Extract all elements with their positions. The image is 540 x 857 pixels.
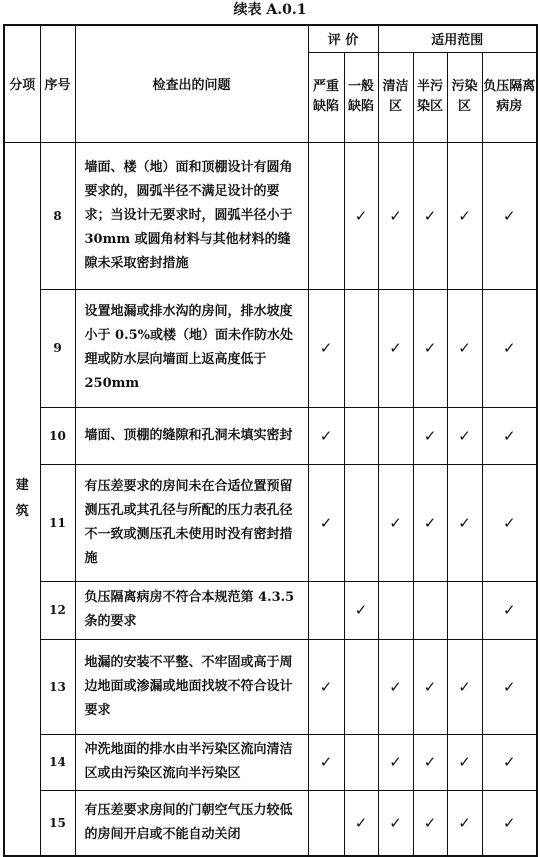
row-seq: 14: [40, 734, 75, 790]
header-general: 一般缺陷: [344, 52, 378, 142]
check-mark-icon: ✓: [344, 142, 378, 289]
header-category: 分项: [4, 25, 40, 142]
row-problem: 有压差要求房间的门朝空气压力较低的房间开启或不能自动关闭: [75, 790, 308, 856]
check-mark-icon: ✓: [447, 407, 482, 464]
check-mark-icon: ✓: [308, 639, 344, 734]
category-char: 建: [15, 477, 29, 493]
empty-cell: [344, 734, 378, 790]
row-problem: 墙面、楼（地）面和顶棚设计有圆角要求的，圆弧半径不满足设计的要求；当设计无要求时，圆弧半径小于 30mm 或圆角材料与其他材料的缝隙未采取密封措施: [75, 142, 308, 289]
header-clean: 清洁区: [378, 52, 413, 142]
row-seq: 13: [40, 639, 75, 734]
check-mark-icon: ✓: [482, 639, 537, 734]
check-mark-icon: ✓: [308, 289, 344, 407]
check-mark-icon: ✓: [308, 407, 344, 464]
header-negative: 负压隔离病房: [482, 52, 537, 142]
check-mark-icon: ✓: [447, 790, 482, 856]
table-row: [4, 639, 537, 734]
check-mark-icon: ✓: [413, 289, 447, 407]
row-problem: 有压差要求的房间未在合适位置预留测压孔或其孔径与所配的压力表孔径不一致或测压孔未使用时没有密封措施: [75, 464, 308, 581]
check-mark-icon: ✓: [447, 289, 482, 407]
header-seq: 序号: [40, 25, 75, 142]
row-seq: 9: [40, 289, 75, 407]
empty-cell: [344, 464, 378, 581]
table-row: [4, 289, 537, 407]
row-problem: 设置地漏或排水沟的房间，排水坡度小于 0.5%或楼（地）面未作防水处理或防水层向墙面上返高度低于 250mm: [75, 289, 308, 407]
check-mark-icon: ✓: [378, 639, 413, 734]
empty-cell: [447, 581, 482, 639]
empty-cell: [344, 407, 378, 464]
empty-cell: [344, 289, 378, 407]
check-mark-icon: ✓: [378, 790, 413, 856]
empty-cell: [413, 581, 447, 639]
header-scope: 适用范围: [378, 25, 537, 52]
empty-cell: [308, 790, 344, 856]
table-row: [4, 142, 537, 289]
check-mark-icon: ✓: [344, 790, 378, 856]
row-seq: 10: [40, 407, 75, 464]
check-mark-icon: ✓: [482, 407, 537, 464]
header-problem: 检查出的问题: [75, 25, 308, 142]
check-mark-icon: ✓: [482, 464, 537, 581]
defect-checklist-table: [3, 24, 538, 857]
table-row: [4, 734, 537, 790]
check-mark-icon: ✓: [378, 734, 413, 790]
check-mark-icon: ✓: [413, 639, 447, 734]
check-mark-icon: ✓: [482, 581, 537, 639]
check-mark-icon: ✓: [378, 464, 413, 581]
row-seq: 15: [40, 790, 75, 856]
check-mark-icon: ✓: [413, 407, 447, 464]
empty-cell: [378, 581, 413, 639]
row-problem: 负压隔离病房不符合本规范第 4.3.5 条的要求: [75, 581, 308, 639]
check-mark-icon: ✓: [413, 734, 447, 790]
category-cell: [4, 142, 40, 856]
empty-cell: [308, 142, 344, 289]
row-seq: 12: [40, 581, 75, 639]
check-mark-icon: ✓: [482, 790, 537, 856]
row-problem: 墙面、顶棚的缝隙和孔洞未填实密封: [75, 407, 308, 464]
check-mark-icon: ✓: [378, 289, 413, 407]
table-row: [4, 407, 537, 464]
table-body: [4, 142, 537, 856]
header-severe: 严重缺陷: [308, 52, 344, 142]
row-seq: 11: [40, 464, 75, 581]
table-row: [4, 790, 537, 856]
category-char: 筑: [15, 503, 29, 519]
check-mark-icon: ✓: [482, 289, 537, 407]
empty-cell: [344, 639, 378, 734]
header-contaminated: 污染区: [447, 52, 482, 142]
row-problem: 地漏的安装不平整、不牢固或高于周边地面或渗漏或地面找坡不符合设计要求: [75, 639, 308, 734]
check-mark-icon: ✓: [447, 464, 482, 581]
check-mark-icon: ✓: [413, 464, 447, 581]
check-mark-icon: ✓: [413, 142, 447, 289]
row-seq: 8: [40, 142, 75, 289]
row-problem: 冲洗地面的排水由半污染区流向清洁区或由污染区流向半污染区: [75, 734, 308, 790]
check-mark-icon: ✓: [378, 142, 413, 289]
check-mark-icon: ✓: [482, 734, 537, 790]
check-mark-icon: ✓: [447, 639, 482, 734]
table-row: [4, 581, 537, 639]
header-evaluation: 评 价: [308, 25, 378, 52]
table-row: [4, 464, 537, 581]
check-mark-icon: ✓: [308, 734, 344, 790]
check-mark-icon: ✓: [344, 581, 378, 639]
header-semi: 半污染区: [413, 52, 447, 142]
check-mark-icon: ✓: [413, 790, 447, 856]
empty-cell: [378, 407, 413, 464]
check-mark-icon: ✓: [482, 142, 537, 289]
check-mark-icon: ✓: [447, 734, 482, 790]
check-mark-icon: ✓: [308, 464, 344, 581]
check-mark-icon: ✓: [447, 142, 482, 289]
empty-cell: [308, 581, 344, 639]
table-title: 续表 A.0.1: [233, 2, 307, 18]
